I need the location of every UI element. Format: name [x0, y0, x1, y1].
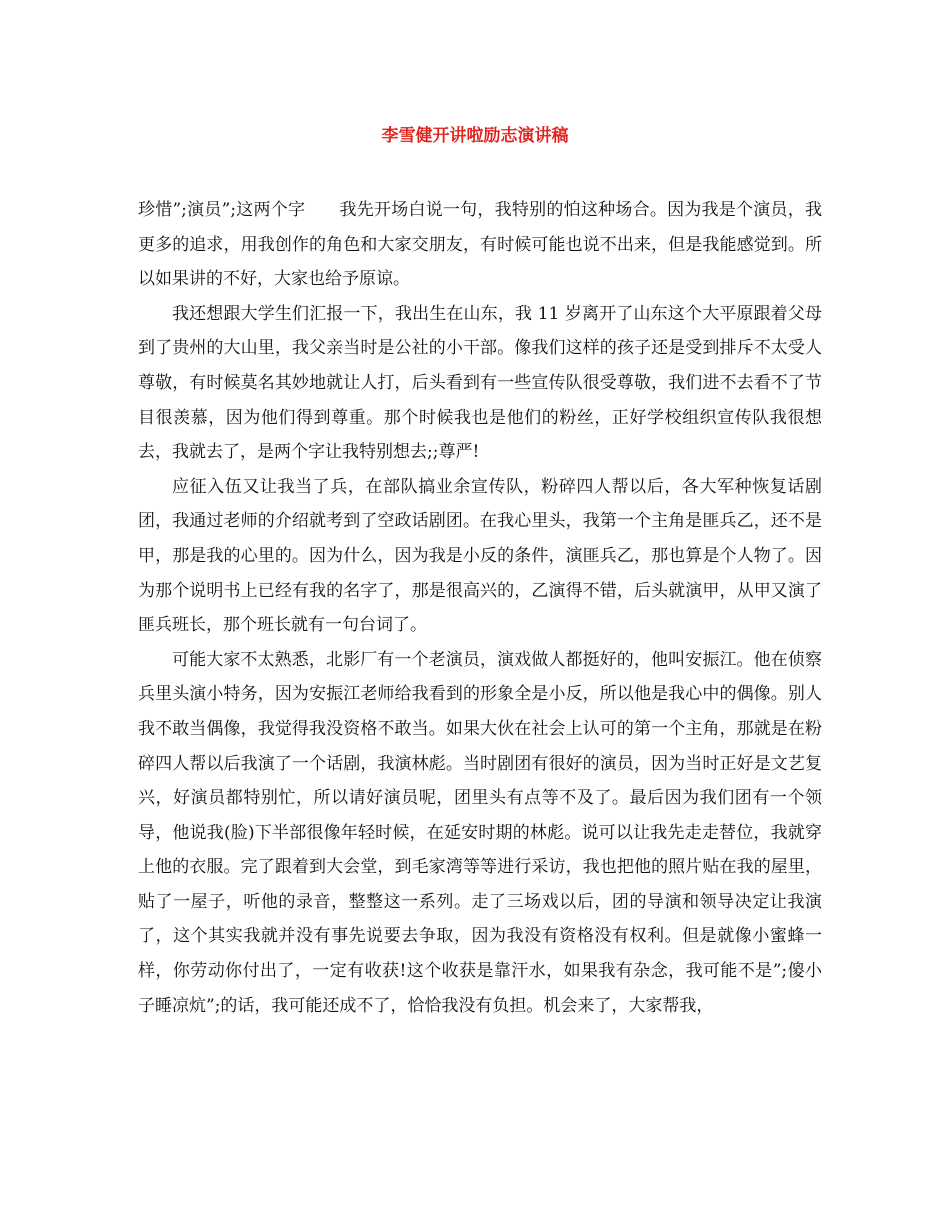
- paragraph-2: 我还想跟大学生们汇报一下，我出生在山东，我 11 岁离开了山东这个大平原跟着父母到了贵州的大山里，我父亲当时是公社的小干部。像我们这样的孩子还是受到排斥不太受人尊敬，有时候莫名其妙地就让人打，后头看到有一些宣传队很受尊敬，我们进不去看不了节目很羡慕，因为他们得到尊重。那个时候我也是他们的粉丝，正好学校组织宣传队我很想去，我就去了，是两个字让我特别想去;;尊严!: [138, 303, 822, 463]
- paragraph-1: [138, 193, 822, 297]
- paragraph-lead: 珍惜”;演员”;这两个字: [138, 200, 306, 220]
- document-title: 李雪健开讲啦励志演讲稿: [381, 126, 569, 146]
- paragraph-text: 我先开场白说一句，我特别的怕这种场合。因为我是个演员，我更多的追求，用我创作的角色和大家交朋友，有时候可能也说不出来，但是我能感觉到。所以如果讲的不好，大家也给予原谅。: [138, 200, 822, 290]
- paragraph-4: 可能大家不太熟悉，北影厂有一个老演员，演戏做人都挺好的，他叫安振江。他在侦察兵里头演小特务，因为安振江老师给我看到的形象全是小反，所以他是我心中的偶像。别人我不敢当偶像，我觉得我没资格不敢当。如果大伙在社会上认可的第一个主角，那就是在粉碎四人帮以后我演了一个话剧，我演林彪。当时剧团有很好的演员，因为当时正好是文艺复兴，好演员都特别忙，所以请好演员呢，团里头有点等不及了。最后因为我们团有一个领导，他说我(脸)下半部很像年轻时候，在延安时期的林彪。说可以让我先走走替位，我就穿上他的衣服。完了跟着到大会堂，到毛家湾等等进行采访，我也把他的照片贴在我的屋里，贴了一屋子，听他的录音，整整这一系列。走了三场戏以后，团的导演和领导决定让我演了，这个其实我就并没有事先说要去争取，因为我没有资格没有权利。但是就像小蜜蜂一样，你劳动你付出了，一定有收获!这个收获是靠汗水，如果我有杂念，我可能不是”;傻小子睡凉炕”;的话，我可能还成不了，恰恰我没有负担。机会来了，大家帮我，: [138, 649, 822, 1016]
- document-body: [138, 193, 822, 1023]
- paragraph-3: 应征入伍又让我当了兵，在部队搞业余宣传队，粉碎四人帮以后，各大军种恢复话剧团，我通过老师的介绍就考到了空政话剧团。在我心里头，我第一个主角是匪兵乙，还不是甲，那是我的心里的。因为什么，因为我是小反的条件，演匪兵乙，那也算是个人物了。因为那个说明书上已经有我的名字了，那是很高兴的，乙演得不错，后头就演甲，从甲又演了匪兵班长，那个班长就有一句台词了。: [138, 476, 822, 636]
